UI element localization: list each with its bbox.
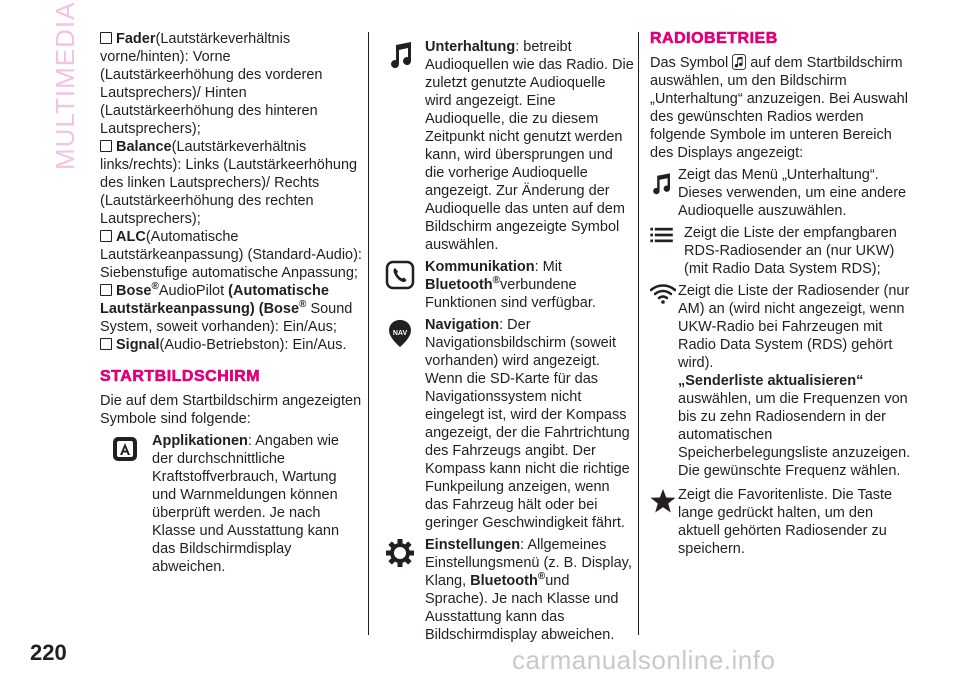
applications-icon (110, 434, 140, 464)
list-icon (650, 226, 674, 244)
rds-list-entry: Zeigt die Liste der empfangbaren RDS-Radiosender an (nur UKW) (mit Radio Data System RDS); (650, 224, 912, 278)
watermark: carmanualsonline.info (512, 645, 776, 675)
checkbox-icon (100, 140, 112, 152)
phone-icon (385, 260, 415, 290)
section-side-label: MULTIMEDIA (50, 1, 80, 170)
signal-item: Signal(Audio-Betriebston): Ein/Aus. (100, 336, 362, 354)
checkbox-icon (100, 338, 112, 350)
checkbox-icon (100, 284, 112, 296)
music-note-icon (385, 40, 415, 70)
column-divider (638, 32, 639, 635)
fader-item: Fader(Lautstärkeverhältnis vorne/hinten): Vorne (Lautstärkeerhöhung des vorderen Lautsprechers)/ Hinten (Lautstärkeerhöhung des hinteren Lautsprechers); (100, 31, 323, 137)
communication-entry: Kommunikation: Mit Bluetooth®verbundene Funktionen sind verfügbar. (385, 258, 635, 312)
settings-entry: Einstellungen: Allgemeines Einstellungsmenü (z. B. Display, Klang, Bluetooth®und Sprache). Je nach Klasse und Ausstattung kann das Bildschirmdisplay abweichen. (385, 536, 635, 644)
startscreen-heading: STARTBILDSCHIRM (100, 368, 261, 385)
entertainment-entry: Unterhaltung: betreibt Audioquellen wie das Radio. Die zuletzt genutzte Audioquelle wird angezeigt. Eine Audioquelle, die zu diesem Zeitpunkt nicht genutzt werden kann, wird übersprungen und die vorherige Audioquelle angezeigt. Zur Änderung der Audioquelle das unten auf dem Bildschirm angezeigte Symbol auswählen. (385, 38, 635, 254)
column-1 (100, 30, 362, 576)
radio-intro: Das Symbol auf dem Startbildschirm auswählen, um den Bildschirm „Unterhaltung“ anzuzeigen. Bei Auswahl des gewünschten Radios werden folgende Symbole im unteren Bereich des Displays angezeigt: (650, 55, 908, 161)
checkbox-icon (100, 230, 112, 242)
checkbox-icon (100, 32, 112, 44)
alc-item: ALC(Automatische Lautstärkeanpassung) (Standard-Audio): Siebenstufige automatische Anpassung; (100, 229, 362, 281)
music-note-inline-icon (732, 54, 746, 70)
column-divider (368, 32, 369, 635)
am-list-entry: Zeigt die Liste der Radiosender (nur AM) an (wird nicht angezeigt, wenn UKW-Radio bei Fahrzeugen mit Radio Data System (RDS) gehört wird). „Senderliste aktualisieren“ auswählen, um die Frequenzen von bis zu zehn Radiosendern in der automatischen Speicherbelegungsliste anzuzeigen. Die gewünschte Frequenz wählen. (650, 282, 912, 480)
apps-entry: Applikationen: Angaben wie der durchschnittliche Kraftstoffverbrauch, Wartung und Warnmeldungen können überprüft werden. Je nach Klasse und Ausstattung kann das Bildschirmdisplay abweichen. (100, 432, 362, 576)
column-3 (650, 30, 912, 558)
music-note-icon (650, 168, 674, 198)
nav-pin-icon (385, 318, 415, 348)
star-icon (650, 488, 676, 514)
music-menu-entry: Zeigt das Menü „Unterhaltung“. Dieses verwenden, um eine andere Audioquelle auszuwählen. (650, 166, 912, 220)
svg-text:NAV: NAV (392, 330, 408, 337)
bose-item: Bose®AudioPilot (Automatische Lautstärkeanpassung) (Bose® Sound System, soweit vorhanden): Ein/Aus; (100, 281, 353, 335)
startscreen-intro: Die auf dem Startbildschirm angezeigten Symbole sind folgende: (100, 393, 362, 427)
page-number: 220 (30, 640, 67, 665)
favorites-entry: Zeigt die Favoritenliste. Die Taste lange gedrückt halten, um den aktuell gehörten Radiosender zu speichern. (650, 486, 912, 558)
radio-heading: RADIOBETRIEB (650, 30, 778, 47)
radio-waves-icon (650, 284, 676, 304)
column-2 (385, 30, 635, 644)
navigation-entry: NAV Navigation: Der Navigationsbildschirm (soweit vorhanden) wird angezeigt. Wenn die SD-Karte für das Navigationssystem nicht eingelegt ist, wird der Kompass angezeigt, der die Fahrtrichtung des Fahrzeugs angibt. Der Kompass kann nicht die richtige Funkpeilung anzeigen, wenn das Fahrzeug hält oder bei geringer Geschwindigkeit fährt. (385, 316, 635, 532)
gear-icon (385, 538, 415, 568)
balance-item: Balance(Lautstärkeverhältnis links/rechts): Links (Lautstärkeerhöhung des linken Lautsprechers)/ Rechts (Lautstärkeerhöhung des rechten Lautsprechers); (100, 139, 358, 227)
